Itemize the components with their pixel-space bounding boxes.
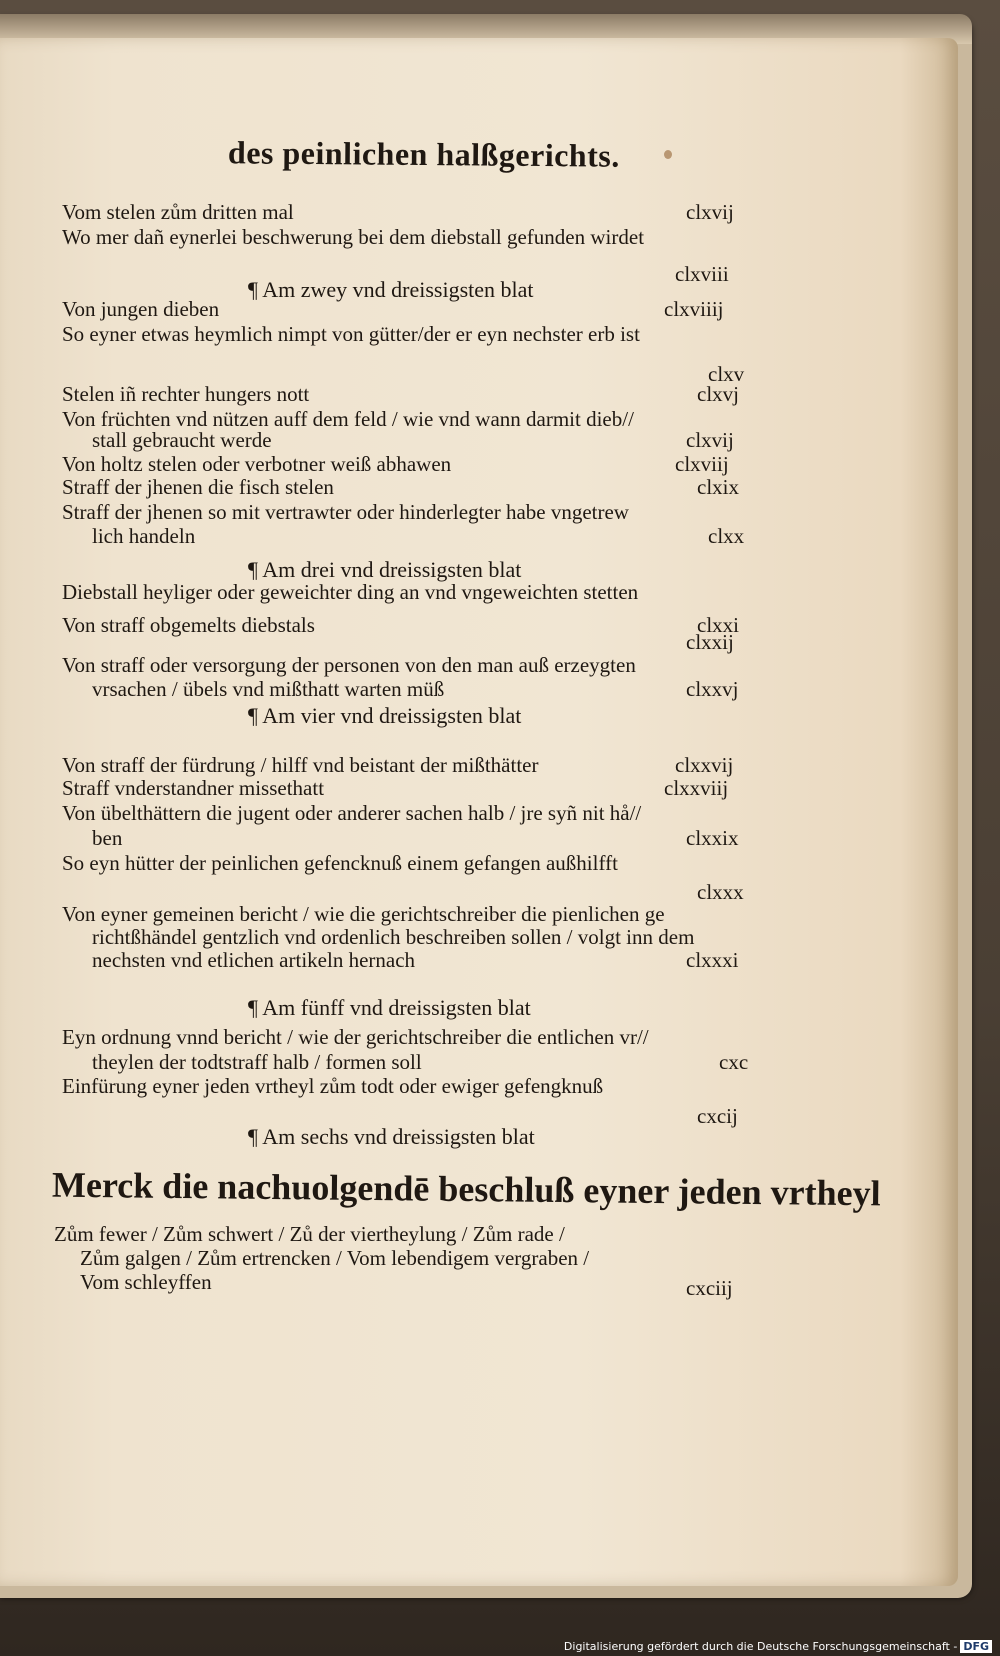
folio-number: clxx	[708, 524, 745, 548]
toc-entry: lich handeln	[92, 524, 196, 548]
toc-entry: ben	[92, 826, 123, 850]
tail-line-2: Zům galgen / Zům ertrencken / Vom lebendigem vergraben /	[80, 1246, 590, 1270]
toc-entry: stall gebraucht werde	[92, 428, 272, 452]
funding-footer	[564, 1640, 992, 1653]
toc-entry: Von früchten vnd nützen auff dem feld / wie vnd wann darmit dieb//	[62, 407, 634, 431]
folio-number: clxxvj	[686, 677, 739, 701]
toc-entry: Von eyner gemeinen bericht / wie die gerichtschreiber die pienlichen ge	[62, 902, 665, 926]
toc-entry: Eyn ordnung vnnd bericht / wie der gerichtschreiber die entlichen vr//	[62, 1025, 649, 1049]
toc-entry: Stelen iñ rechter hungers nott	[62, 382, 310, 406]
folio-number: clxxvij	[675, 753, 734, 777]
toc-entry: Straff vnderstandner missethatt	[62, 776, 325, 800]
toc-entry: Von straff obgemelts diebstals	[62, 613, 315, 637]
folio-number: clxviij	[675, 452, 729, 476]
section-heading: ¶ Am sechs vnd dreissigsten blat	[248, 1124, 535, 1149]
folio-number: clxxxi	[686, 948, 739, 972]
toc-entry: nechsten vnd etlichen artikeln hernach	[92, 948, 416, 972]
toc-entry: Vom stelen zům dritten mal	[62, 200, 294, 224]
toc-entry: Straff der jhenen so mit vertrawter oder hinderlegter habe vngetrew	[62, 500, 629, 524]
toc-entry: Von übelthättern die jugent oder anderer sachen halb / jre syñ nit hå//	[62, 801, 642, 825]
folio-number: clxxi	[697, 613, 739, 637]
toc-entry: Wo mer dañ eynerlei beschwerung bei dem diebstall gefunden wirdet	[62, 225, 645, 249]
folio-number: clxix	[697, 475, 739, 499]
tail-line-1: Zům fewer / Zům schwert / Zů der viertheylung / Zům rade /	[54, 1222, 565, 1246]
toc-entry: richtßhändel gentzlich vnd ordenlich beschreiben sollen / volgt inn dem	[92, 925, 695, 949]
toc-entry: Von straff der fürdrung / hilff vnd beistant der mißthätter	[62, 753, 539, 777]
toc-entry: Diebstall heyliger oder geweichter ding an vnd vngeweichten stetten	[62, 580, 639, 604]
funding-text: Digitalisierung gefördert durch die Deutsche Forschungsgemeinschaft -	[563, 1640, 958, 1653]
folio-number: cxcij	[697, 1104, 738, 1128]
toc-entry: So eyner etwas heymlich nimpt von gütter/der er eyn nechster erb ist	[62, 322, 640, 346]
toc-entry: vrsachen / übels vnd mißthatt warten müß	[92, 677, 445, 701]
toc-entry: theylen der todtstraff halb / formen soll	[92, 1050, 422, 1074]
tail-line-3: Vom schleyffen	[80, 1270, 212, 1294]
toc-entry: So eyn hütter der peinlichen gefencknuß einem gefangen außhilfft	[62, 851, 618, 875]
section-heading: ¶ Am fünff vnd dreissigsten blat	[248, 995, 531, 1020]
toc-entry: Straff der jhenen die fisch stelen	[62, 475, 334, 499]
folio-number: clxxix	[686, 826, 739, 850]
folio-number: clxxx	[697, 880, 744, 904]
folio-number: clxviiij	[664, 297, 724, 321]
section-heading: ¶ Am vier vnd dreissigsten blat	[248, 703, 522, 728]
folio-number: clxvj	[697, 382, 739, 406]
toc-entry: Von straff oder versorgung der personen von den man auß erzeygten	[62, 653, 636, 677]
dfg-logo: DFG	[960, 1640, 992, 1653]
folio-number: clxxviij	[664, 776, 729, 800]
ink-stain	[664, 150, 672, 159]
folio-number: cxc	[719, 1050, 749, 1074]
folio-number: clxxij	[686, 630, 734, 654]
page-header: des peinlichen halßgerichts.	[227, 134, 620, 174]
merck-heading: Merck die nachuolgendē beschluß eyner jeden vrtheyl	[51, 1164, 881, 1214]
folio-number: clxvij	[686, 200, 734, 224]
toc-entry: Von jungen dieben	[62, 297, 220, 321]
toc-entry: Von holtz stelen oder verbotner weiß abhawen	[62, 452, 452, 476]
section-heading: ¶ Am zwey vnd dreissigsten blat	[248, 277, 534, 302]
toc-entry: Einfürung eyner jeden vrtheyl zům todt oder ewiger gefengknuß	[62, 1074, 604, 1098]
folio-number: clxvij	[686, 428, 734, 452]
section-heading: ¶ Am drei vnd dreissigsten blat	[248, 557, 522, 582]
tail-folio: cxciij	[686, 1276, 733, 1300]
folio-number: clxv	[708, 362, 745, 386]
folio-number: clxviii	[675, 262, 729, 286]
